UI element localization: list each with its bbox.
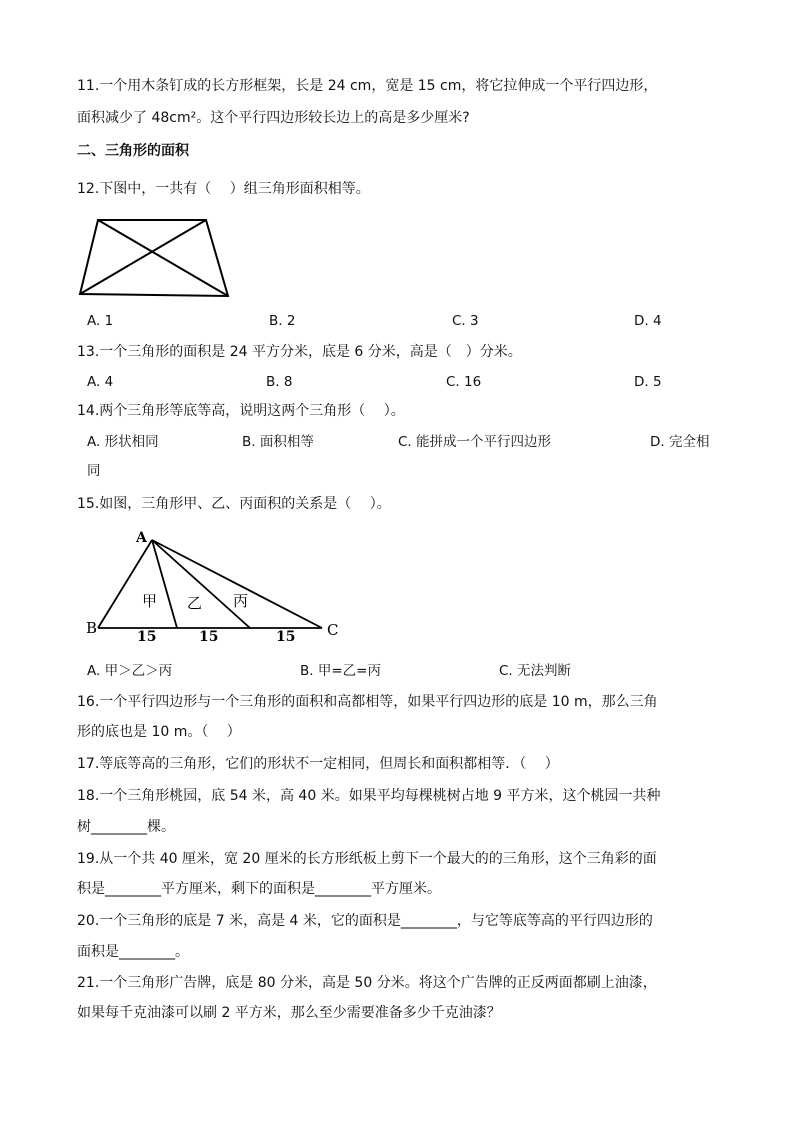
q15-question: 15.如图，三角形甲、乙、丙面积的关系是（ ）。 [77,496,391,512]
q12-option-d[interactable]: D. 4 [634,313,662,329]
q14-option-b[interactable]: B. 面积相等 [242,434,314,450]
q20-line2: 面积是________。 [77,944,189,960]
q12-option-b[interactable]: B. 2 [269,313,296,329]
q14-question: 14.两个三角形等底等高，说明这两个三角形（ ）。 [77,403,405,419]
q11-line2: 面积减少了 48cm²。这个平行四边形较长边上的高是多少厘米? [77,110,470,126]
q12-question: 12.下图中，一共有（ ）组三角形面积相等。 [77,181,370,197]
q21-line1: 21.一个三角形广告牌，底是 80 分米，高是 50 分米。将这个广告牌的正反两面都刷上油漆， [77,975,657,991]
q19-line1: 19.从一个共 40 厘米，宽 20 厘米的长方形纸板上剪下一个最大的的三角形，这个三角彩的面 [77,851,657,867]
q19-line2: 积是________平方厘米，剩下的面积是________平方厘米。 [77,881,441,897]
q17-line1: 17.等底等高的三角形，它们的形状不一定相同，但周长和面积都相等．（ ） [77,756,559,772]
region-yi-label: 乙 [187,594,203,612]
q11-line1: 11.一个用木条钉成的长方形框架，长是 24 cm，宽是 15 cm，将它拉伸成一个平行四边形， [77,78,658,94]
q13-option-b[interactable]: B. 8 [266,374,293,390]
vertex-b-label: B [86,619,98,637]
q15-option-c[interactable]: C. 无法判断 [499,663,572,679]
q14-option-c[interactable]: C. 能拼成一个平行四边形 [398,434,552,450]
q13-option-c[interactable]: C. 16 [446,374,482,390]
vertex-a-label: A [136,530,147,546]
q15-option-b[interactable]: B. 甲=乙=丙 [300,663,381,679]
q15-option-a[interactable]: A. 甲＞乙＞丙 [87,663,173,679]
q13-question: 13.一个三角形的面积是 24 平方分米，底是 6 分米，高是（ ）分米。 [77,344,522,360]
vertex-c-label: C [327,621,339,639]
q21-line2: 如果每千克油漆可以刷 2 平方米，那么至少需要准备多少千克油漆？ [77,1005,501,1021]
region-jia-label: 甲 [142,592,158,610]
q14-option-a[interactable]: A. 形状相同 [87,434,159,450]
triangle-figure [86,528,356,648]
segment-2-label: 15 [199,629,219,645]
q12-option-c[interactable]: C. 3 [452,313,479,329]
q16-line2: 形的底也是 10 m。（ ） [77,724,241,740]
segment-1-label: 15 [137,629,157,645]
region-bing-label: 丙 [233,592,249,610]
section-title: 二、三角形的面积 [77,143,189,159]
q18-line1: 18.一个三角形桃园，底 54 米，高 40 米。如果平均每棵桃树占地 9 平方米，这个桃园一共种 [77,788,661,804]
q18-line2: 树________棵。 [77,819,175,835]
q16-line1: 16.一个平行四边形与一个三角形的面积和高都相等，如果平行四边形的底是 10 m，那么三角 [77,694,658,710]
segment-3-label: 15 [276,629,296,645]
q14-option-d-wrap: 同 [87,463,101,479]
q13-option-a[interactable]: A. 4 [87,374,114,390]
q14-option-d[interactable]: D. 完全相 [650,434,710,450]
q12-option-a[interactable]: A. 1 [87,313,114,329]
q20-line1: 20.一个三角形的底是 7 米，高是 4 米，它的面积是________，与它等底等高的平行四边形的 [77,913,653,929]
q13-option-d[interactable]: D. 5 [634,374,662,390]
trapezoid-figure [74,210,234,300]
